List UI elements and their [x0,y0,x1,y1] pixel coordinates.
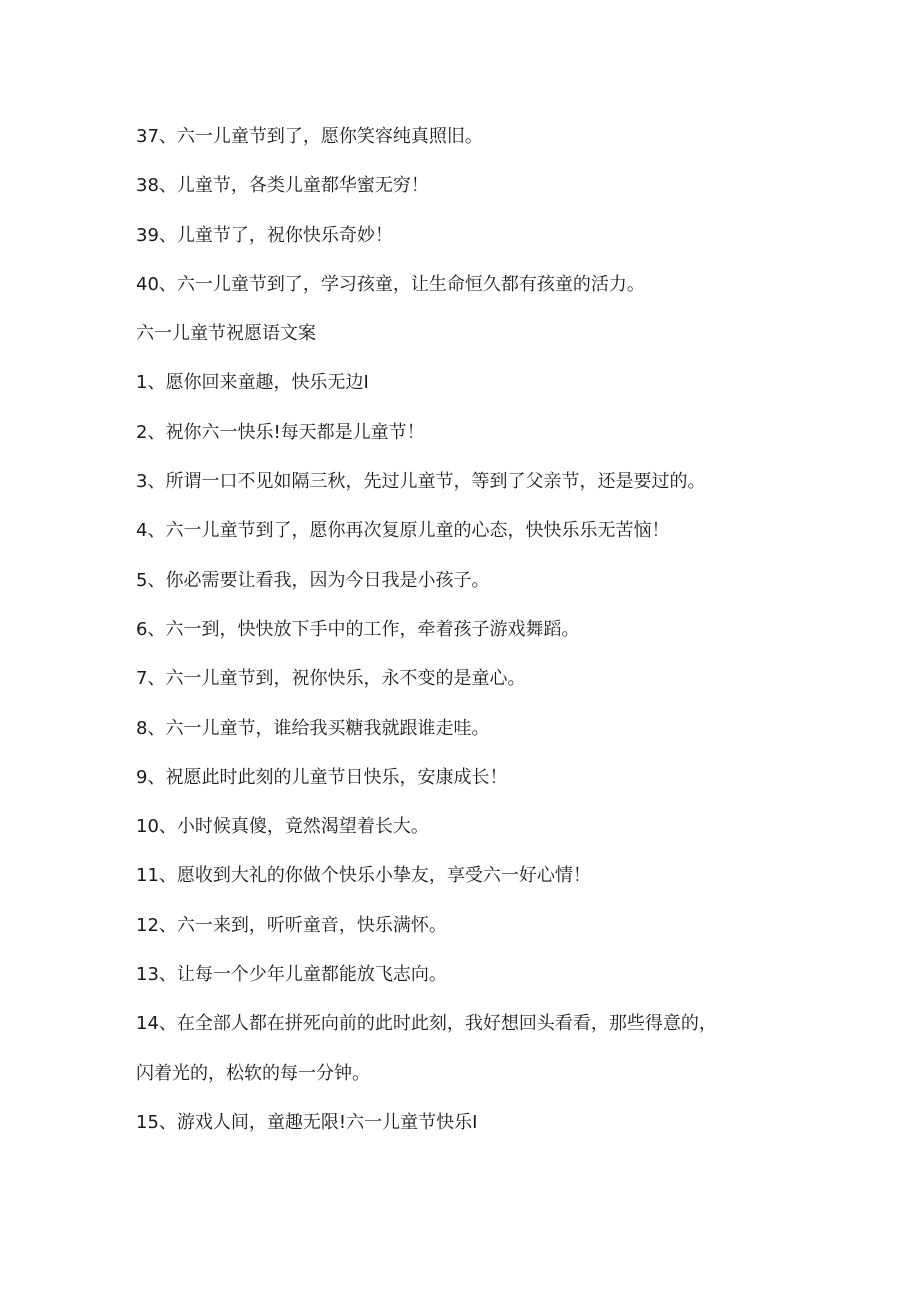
list-item: 10、小时候真傻，竟然渴望着长大。 [136,816,429,838]
list-item: 8、六一儿童节，谁给我买糖我就跟谁走哇。 [136,717,490,739]
list-item: 11、愿收到大礼的你做个快乐小挚友，享受六一好心情！ [136,865,591,887]
list-item: 13、让每一个少年儿童都能放飞志向。 [136,964,447,986]
list-item: 15、游戏人间，童趣无限!六一儿童节快乐I [136,1111,478,1133]
list-item: 3、所谓一口不见如隔三秋，先过儿童节，等到了父亲节，还是要过的。 [136,471,706,493]
section-heading: 六一儿童节祝愿语文案 [136,323,316,345]
list-item: 5、你必需要让看我，因为今日我是小孩子。 [136,569,490,591]
list-item: 40、六一儿童节到了，学习孩童，让生命恒久都有孩童的活力。 [136,273,645,295]
list-item: 2、祝你六一快乐!每天都是儿童节！ [136,421,425,443]
list-item: 6、六一到，快快放下手中的工作，牵着孩子游戏舞蹈。 [136,618,580,640]
list-item: 9、祝愿此时此刻的儿童节日快乐，安康成长！ [136,766,508,788]
list-item-line: 14、在全部人都在拼死向前的此时此刻，我好想回头看看，那些得意的， [136,1013,717,1035]
document-body [136,112,796,1147]
list-item: 1、愿你回来童趣，快乐无边I [136,372,369,394]
list-item-multiline [136,999,796,1098]
list-item: 37、六一儿童节到了，愿你笑容纯真照旧。 [136,126,483,147]
list-item: 4、六一儿童节到了，愿你再次复原儿童的心态，快快乐乐无苦恼！ [136,520,670,542]
list-item: 39、儿童节了，祝你快乐奇妙！ [136,224,393,246]
list-item: 7、六一儿童节到，祝你快乐，永不变的是童心。 [136,668,526,690]
list-item-line: 闪着光的，松软的每一分钟。 [136,1062,370,1084]
list-item: 38、儿童节，各类儿童都华蜜无穷！ [136,175,429,197]
list-item: 12、六一来到，听听童音，快乐满怀。 [136,914,447,936]
